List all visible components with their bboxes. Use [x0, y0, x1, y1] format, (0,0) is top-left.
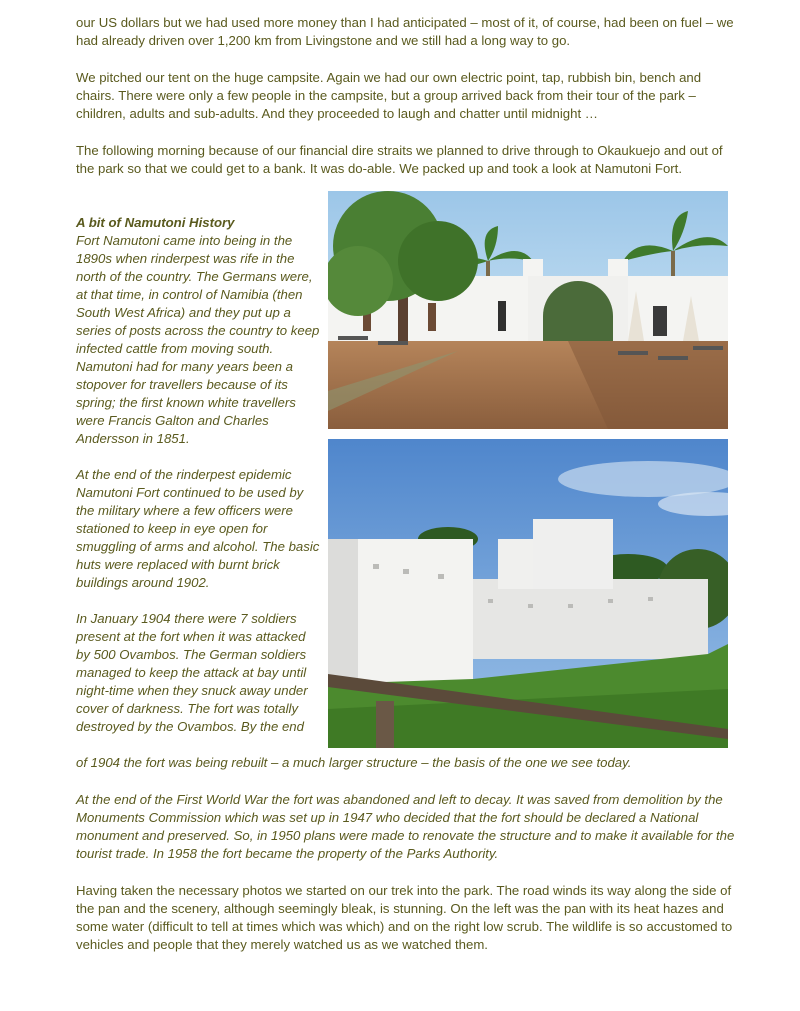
paragraph-fuel: our US dollars but we had used more money than I had anticipated – most of it, of course, had been on fuel – we had already driven over 1,200 km from Livingstone and we still had a long way to go. [76, 15, 734, 48]
history-heading: A bit of Namutoni History [76, 215, 235, 230]
history-paragraph-origin: Fort Namutoni came into being in the 1890s when rinderpest was rife in the north of the country. The Germans were, at that time, in control of Namibia (then South West Africa) and they put up a series of posts across the country to keep infected cattle from moving south. Namutoni had for many years been a stopover for travellers because of its spring; the first known white travellers were Francis Galton and Charles Andersson in 1851. [76, 233, 320, 446]
history-paragraph-monument: At the end of the First World War the fort was abandoned and left to decay. It was saved from demolition by the Monuments Commission which was set up in 1947 who decided that the fort should be declared a National monument and preserved. So, in 1950 plans were made to renovate the structure and to make it available for the tourist trade. In 1958 the fort became the property of the Parks Authority. [76, 792, 735, 861]
paragraph-morning: The following morning because of our financial dire straits we planned to drive through to Okaukuejo and out of the park so that we could get to a bank. It was do-able. We packed up and took a look at Namutoni Fort. [76, 143, 723, 176]
paragraph-trek: Having taken the necessary photos we started on our trek into the park. The road winds its way along the side of the pan and the scenery, although seemingly bleak, is stunning. On the left was the pan with its heat hazes and some water (difficult to tell at times which was which) and on the right low scrub. The wildlife is so accustomed to vehicles and people that they merely watched us as we watched them. [76, 883, 733, 952]
paragraph-campsite: We pitched our tent on the huge campsite. Again we had our own electric point, tap, rubbish bin, bench and chairs. There were only a few people in the campsite, but a group arrived back from their tour of the park – children, adults and sub-adults. And they proceeded to laugh and chatter until midnight … [76, 70, 702, 121]
history-paragraph-military: At the end of the rinderpest epidemic Namutoni Fort continued to be used by the military where a few officers were stationed to keep in eye open for smuggling of arms and alcohol. The basic huts were replaced with burnt brick buildings around 1902. [76, 467, 320, 590]
history-paragraph-attack: In January 1904 there were 7 soldiers present at the fort when it was attacked by 500 Ovambos. The German soldiers managed to keep the attack at bay until night-time when they snuck away under cover of darkness. The fort was totally destroyed by the Ovambos. By the end [76, 611, 308, 734]
fort-walls-photo [328, 439, 728, 748]
fort-courtyard-photo [328, 191, 728, 429]
history-paragraph-rebuild: of 1904 the fort was being rebuilt – a much larger structure – the basis of the one we see today. [76, 755, 632, 770]
